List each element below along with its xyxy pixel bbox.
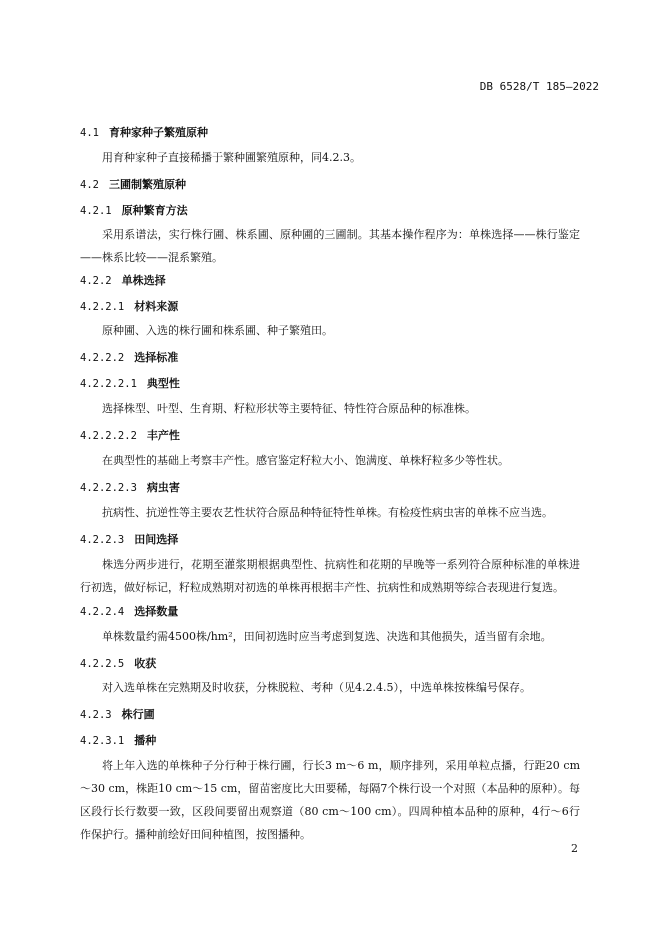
section-heading [80,375,180,391]
section-number: 4.2.2.2.2 [80,430,137,442]
section-heading [80,603,178,619]
section-heading [80,176,186,192]
section-title: 选择数量 [134,605,179,618]
section-title: 株行圃 [121,708,155,721]
section-title: 育种家种子繁殖原种 [108,126,208,139]
paragraph: 选择株型、叶型、生育期、籽粒形状等主要特征、特性符合原品种的标准株。 [102,402,476,415]
paragraph: 原种圃、入选的株行圃和株系圃、种子繁殖田。 [102,324,333,337]
section-heading [80,349,178,365]
section-number: 4.2.2.2 [80,352,125,364]
section-title: 收获 [134,657,157,670]
section-title: 材料来源 [134,300,179,313]
section-title: 典型性 [146,377,180,390]
section-number: 4.2.2.1 [80,301,125,313]
paragraph: 株选分两步进行，花期至灌浆期根据典型性、抗病性和花期的早晚等一系列符合原种标准的单株进行初选，做好标记，籽粒成熟期对初选的单株再根据丰产性、抗病性和成熟期等综合表现进行复选。 [80,558,580,594]
section-number: 4.2.2.5 [80,658,125,670]
section-title: 三圃制繁殖原种 [108,178,186,191]
section-number: 4.1 [80,127,99,139]
section-number: 4.2.1 [80,205,112,217]
section-number: 4.2.2.2.3 [80,482,137,494]
paragraph: 用育种家种子直接稀播于繁种圃繁殖原种，同4.2.3。 [102,151,361,164]
section-number: 4.2.2.3 [80,534,125,546]
section-heading [80,531,178,547]
document-id: DB 6528/T 185—2022 [479,80,599,93]
paragraph: 采用系谱法，实行株行圃、株系圃、原种圃的三圃制。其基本操作程序为：单株选择——株行鉴定——株系比较——混系繁殖。 [80,228,580,264]
section-heading [80,427,180,443]
paragraph: 将上年入选的单株种子分行种于株行圃，行长3 m～6 m，顺序排列，采用单粒点播，行距20 cm～30 cm，株距10 cm～15 cm，留苗密度比大田要稀，每隔7个株行设一个对照（本品种的原种）。每区段行长行数要一致，区段间要留出观察道（80 cm～100 cm）。四周种植本品种的原种，4行～6行作保护行。播种前绘好田间种植图，按图播种。 [80,759,580,841]
section-heading [80,655,156,671]
section-heading [80,298,178,314]
section-number: 4.2.2 [80,275,112,287]
section-heading [80,706,155,722]
section-heading [80,732,156,748]
paragraph: 单株数量约需4500株/hm²，田间初选时应当考虑到复选、决选和其他损失，适当留有余地。 [102,630,552,643]
section-number: 4.2.3.1 [80,735,125,747]
section-heading [80,124,208,140]
section-title: 丰产性 [146,429,180,442]
paragraph: 对入选单株在完熟期及时收获，分株脱粒、考种（见4.2.4.5），中选单株按株编号保存。 [102,681,531,694]
section-number: 4.2.2.4 [80,606,125,618]
section-title: 原种繁育方法 [121,204,188,217]
section-number: 4.2.2.2.1 [80,378,137,390]
section-heading [80,479,180,495]
section-title: 播种 [134,734,157,747]
section-number: 4.2 [80,179,99,191]
page-number: 2 [571,842,578,855]
section-number: 4.2.3 [80,709,112,721]
paragraph: 在典型性的基础上考察丰产性。感官鉴定籽粒大小、饱满度、单株籽粒多少等性状。 [102,454,509,467]
section-title: 田间选择 [134,533,179,546]
section-title: 选择标准 [134,351,179,364]
section-heading [80,202,188,218]
section-heading [80,272,166,288]
paragraph: 抗病性、抗逆性等主要农艺性状符合原品种特征特性单株。有检疫性病虫害的单株不应当选。 [102,506,553,519]
section-title: 病虫害 [146,481,180,494]
section-title: 单株选择 [121,274,166,287]
